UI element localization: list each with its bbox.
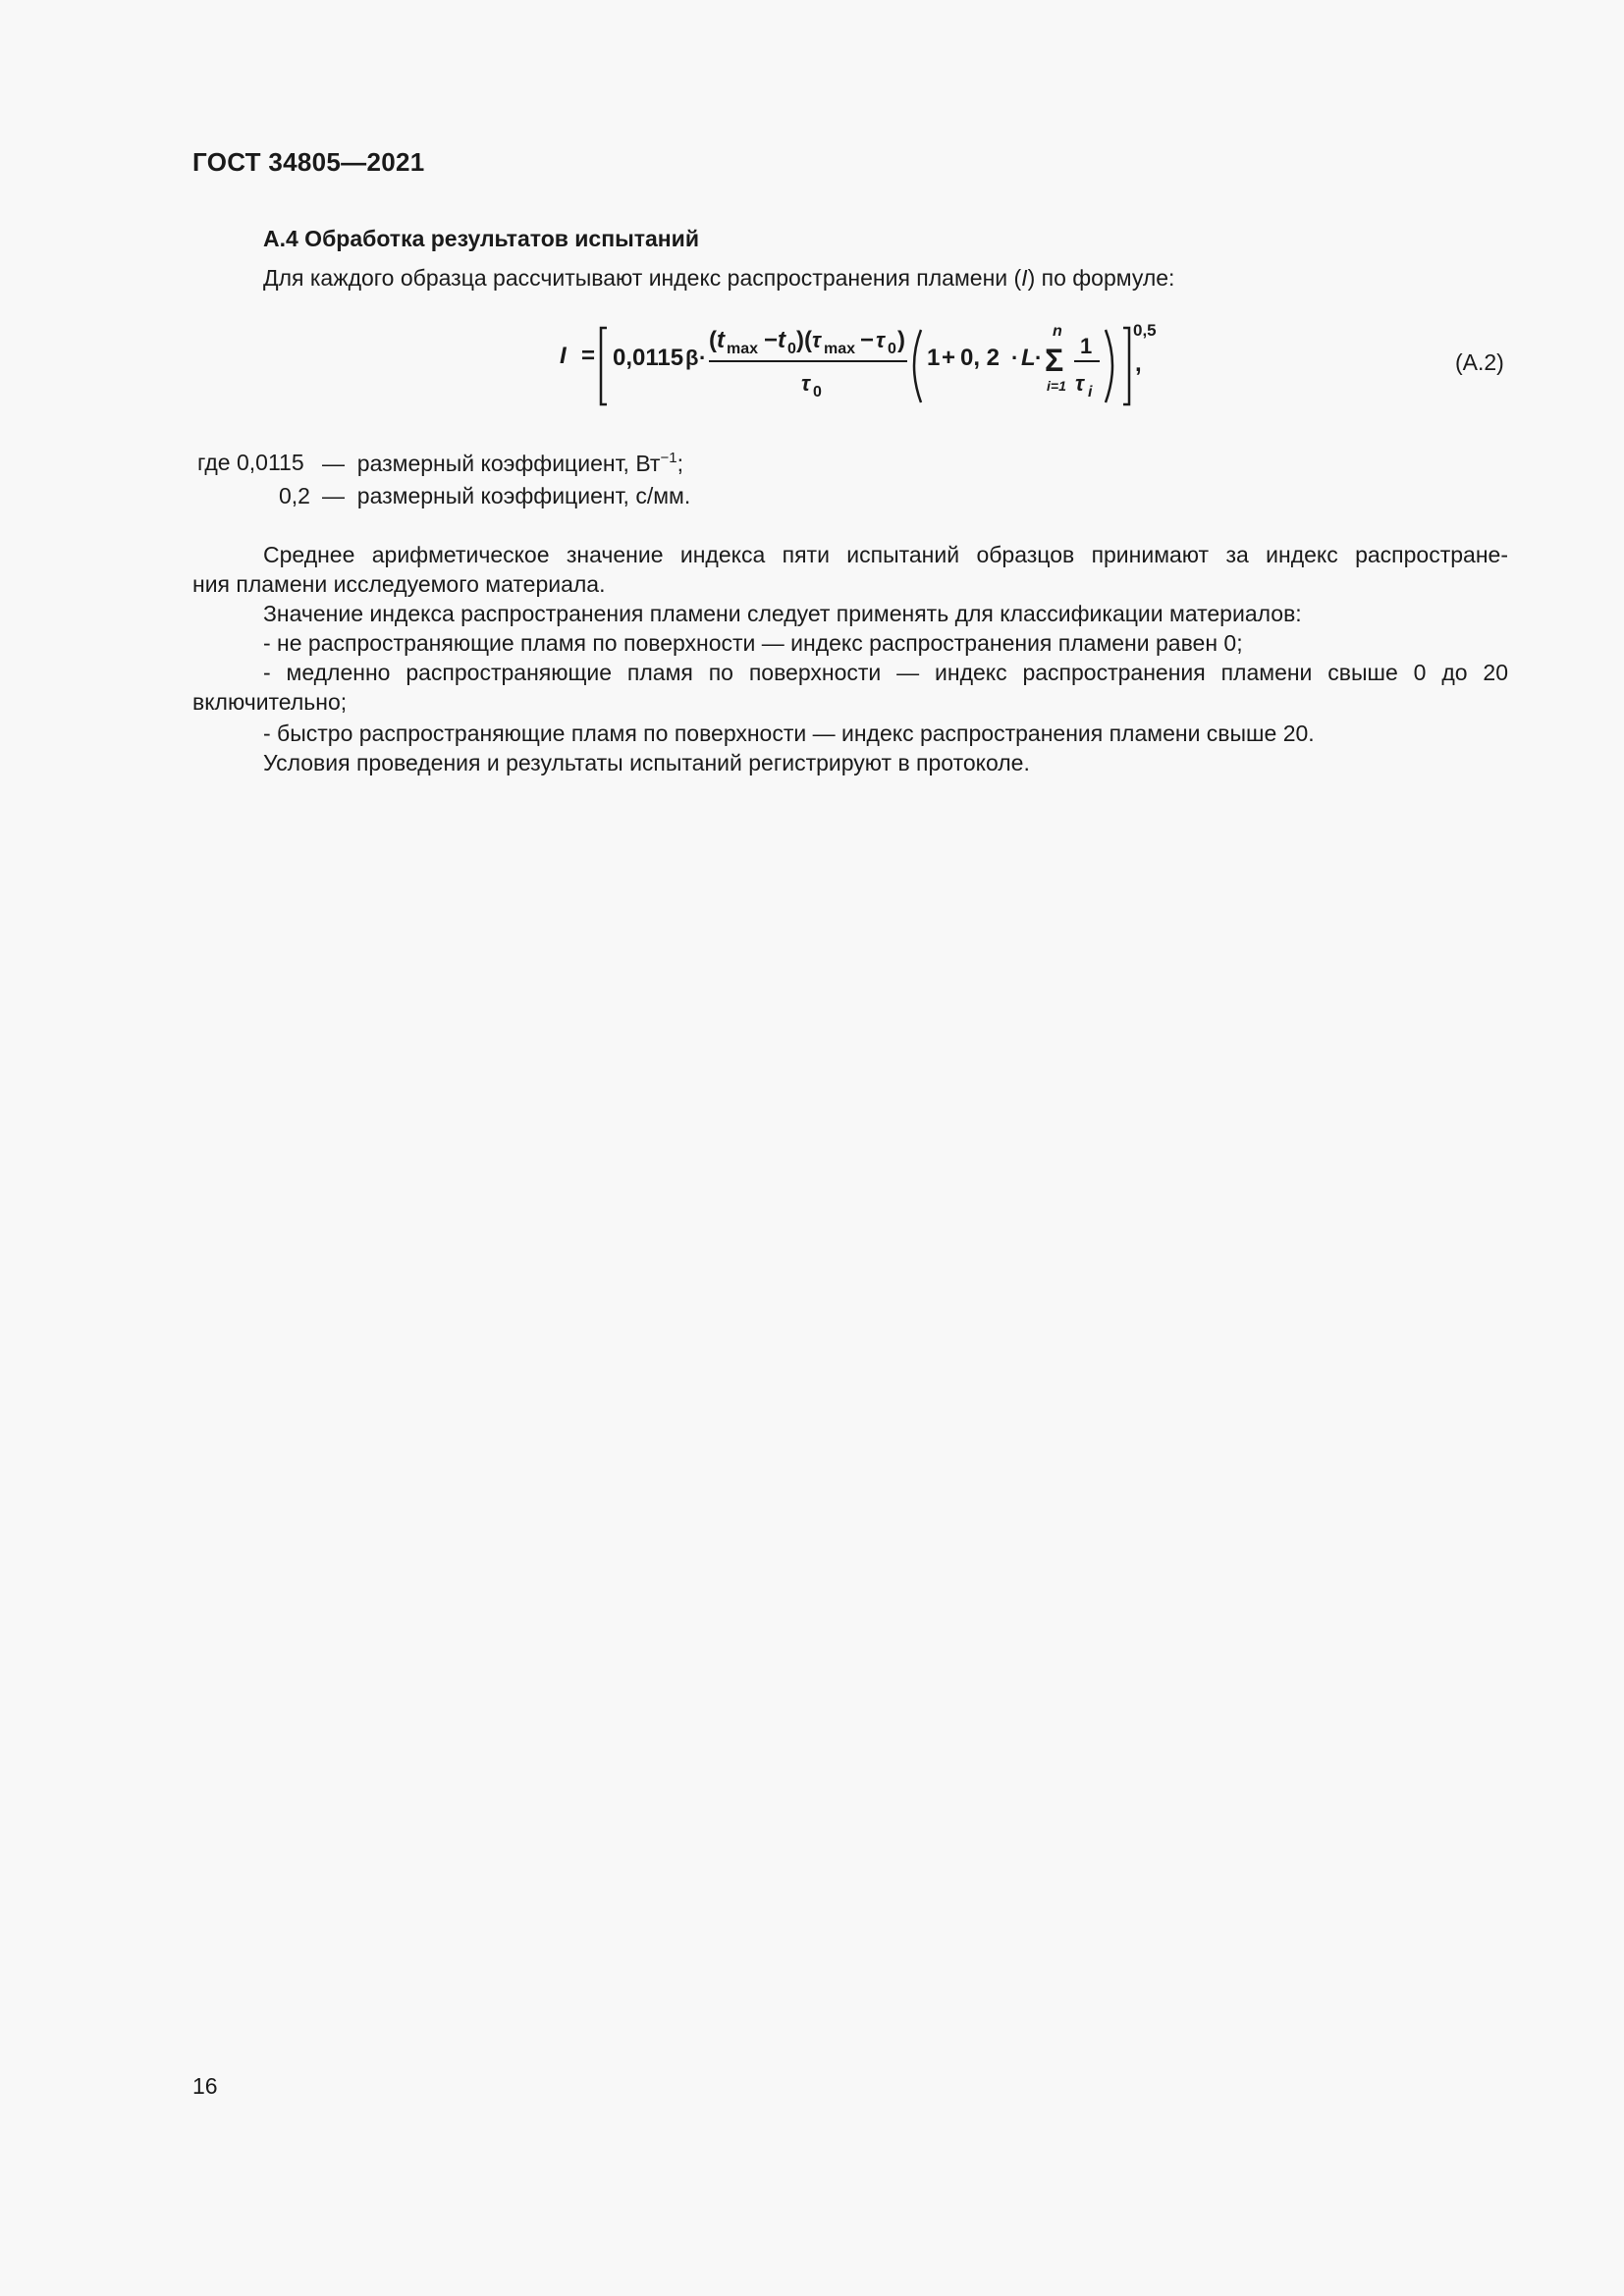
num-minus-2: − (860, 327, 875, 353)
num-minus-1: − (764, 327, 779, 353)
big-open-paren (914, 330, 921, 402)
num-tau0: τ (876, 328, 885, 352)
frac2-num: 1 (1080, 334, 1093, 358)
formula-dot-1: · (699, 346, 707, 370)
bullet-3: - быстро распространяющие пламя по поверхности — индекс распространения пламени свыше 20. (263, 721, 1315, 746)
formula-a2 (550, 314, 1178, 422)
big-close-paren (1106, 330, 1112, 402)
formula-one: 1 (927, 345, 941, 371)
formula-coef: 0,0115 (613, 345, 684, 371)
formula-dot-3: · (1035, 346, 1043, 370)
intro-text-after: ) по формуле: (1027, 265, 1175, 291)
paragraph-3: Условия проведения и результаты испытаний регистрируют в протоколе. (263, 750, 1030, 775)
formula-L: L (1021, 345, 1036, 371)
paragraph-1-line-1: Среднее арифметическое значение индекса пяти испытаний образцов принимают за индекс распростране- (263, 542, 1508, 567)
bullet-2-line-2: включительно; (192, 689, 348, 715)
formula-lhs: I (560, 343, 567, 369)
paragraph-1 (192, 540, 1508, 599)
bullet-2-line-1: - медленно распространяющие пламя по поверхности — индекс распространения пламени свыше 0 до 20 (263, 660, 1508, 685)
num-sub0-2: 0 (888, 341, 896, 357)
num-close-paren-1: ) (796, 327, 804, 353)
definition-dash-2: — (322, 483, 345, 508)
frac2-tau: τ (1075, 371, 1084, 396)
definition-value-1: 0,0115 (236, 450, 304, 475)
num-tau: τ (812, 328, 821, 352)
num-close-paren-2: ) (897, 327, 905, 353)
intro-text-before: Для каждого образца рассчитывают индекс распространения пламени ( (263, 265, 1022, 291)
definition-tail-1: ; (677, 451, 683, 476)
formula-comma: , (1135, 350, 1142, 377)
page-number: 16 (192, 2073, 218, 2099)
definition-row-2 (279, 483, 310, 509)
num-sub0-1: 0 (787, 341, 796, 357)
definition-where: где (197, 450, 231, 475)
sigma-upper: n (1053, 323, 1062, 340)
formula-coef2: 0, 2 (960, 345, 1001, 371)
definition-desc-2: размерный коэффициент, с/мм. (356, 483, 691, 508)
formula-plus: + (942, 345, 956, 371)
paragraph-2: Значение индекса распространения пламени следует применять для классификации материалов: (263, 601, 1302, 626)
formula-eq: = (581, 343, 596, 369)
definition-value-2: 0,2 (279, 483, 310, 508)
num-max-1: max (727, 341, 759, 357)
equation-number: (А.2) (1455, 349, 1504, 375)
sigma-lower: i=1 (1047, 378, 1066, 394)
den-tau: τ (801, 371, 810, 396)
formula-beta: β (685, 346, 699, 370)
definition-sup-1: −1 (660, 450, 677, 466)
left-bracket (601, 328, 607, 404)
definition-desc-1: размерный коэффициент, Вт (356, 451, 661, 476)
paragraph-1-line-2: ния пламени исследуемого материала. (192, 571, 606, 597)
num-open-paren-1: ( (709, 327, 717, 353)
formula-power: 0,5 (1133, 321, 1157, 340)
bullet-2 (192, 658, 1508, 717)
intro-line (263, 263, 1174, 293)
formula-dot-2: · (1011, 346, 1019, 370)
formula-sigma: Σ (1045, 343, 1064, 378)
den-sub0: 0 (813, 384, 822, 400)
definition-row-1 (197, 450, 304, 476)
section-title: А.4 Обработка результатов испытаний (263, 226, 699, 251)
intro-symbol: I (1021, 265, 1028, 291)
num-t: t (717, 327, 725, 353)
definition-text-2 (322, 483, 690, 509)
num-open-paren-2: ( (804, 327, 812, 353)
bullet-1: - не распространяющие пламя по поверхности — индекс распространения пламени равен 0; (263, 630, 1243, 656)
num-t0: t (778, 327, 785, 353)
right-bracket (1123, 328, 1129, 404)
frac2-sub-i: i (1088, 384, 1093, 400)
document-header: ГОСТ 34805—2021 (192, 147, 425, 177)
definition-text-1 (322, 450, 683, 477)
num-max-2: max (824, 341, 856, 357)
definition-dash-1: — (322, 451, 345, 476)
